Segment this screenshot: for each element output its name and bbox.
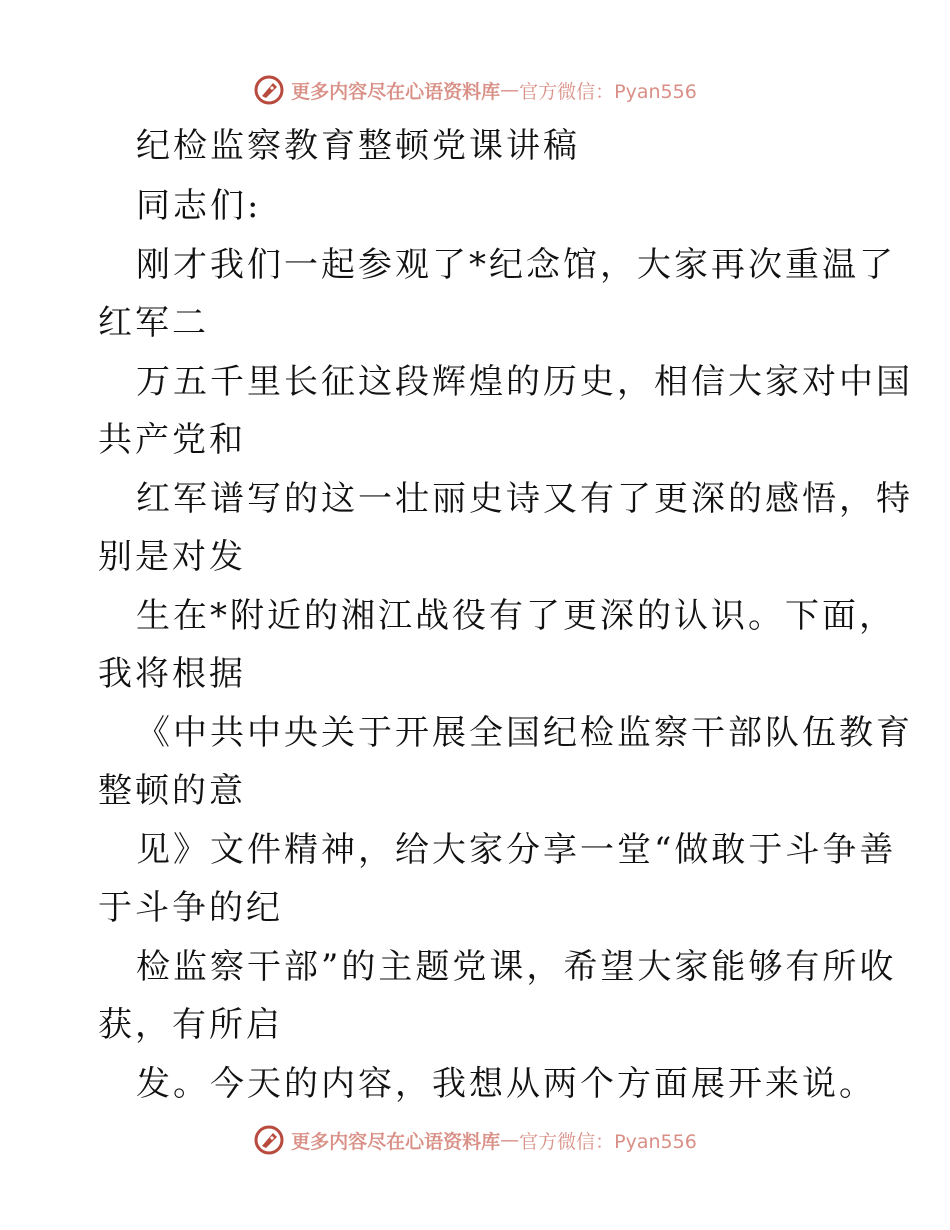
text-line: 见》文件精神，给大家分享一堂“做敢于斗争善 xyxy=(136,830,897,870)
text-line: 整顿的意 xyxy=(98,771,246,811)
banner-dash: — xyxy=(500,79,520,101)
text-line: 共产党和 xyxy=(98,420,246,460)
banner-account-text: 官方微信：Pyan556 xyxy=(519,1130,697,1153)
banner-account-text: 官方微信：Pyan556 xyxy=(519,80,697,103)
text-line: 《中共中央关于开展全国纪检监察干部队伍教育 xyxy=(136,713,913,753)
text-line: 刚才我们一起参观了*纪念馆，大家再次重温了 xyxy=(136,245,896,285)
text-line: 红军谱写的这一壮丽史诗又有了更深的感悟，特 xyxy=(136,479,913,519)
text-line: 检监察干部”的主题党课，希望大家能够有所收 xyxy=(136,947,897,987)
text-line: 别是对发 xyxy=(98,537,246,577)
pen-nib-logo-icon xyxy=(253,74,285,106)
banner-main-text: 更多内容尽在心语资料库 xyxy=(291,1130,501,1153)
salutation: 同志们: xyxy=(136,186,262,226)
text-line: 发。今天的内容，我想从两个方面展开来说。 xyxy=(136,1064,876,1104)
banner-dash: — xyxy=(500,1129,520,1151)
text-line: 我将根据 xyxy=(98,654,246,694)
text-line: 红军二 xyxy=(98,303,209,343)
footer-banner xyxy=(0,1120,950,1160)
text-line: 于斗争的纪 xyxy=(98,888,283,928)
text-line: 生在*附近的湘江战役有了更深的认识。下面， xyxy=(136,596,896,636)
header-banner xyxy=(0,70,950,110)
text-line: 万五千里长征这段辉煌的历史，相信大家对中国 xyxy=(136,362,913,402)
text-line: 获，有所启 xyxy=(98,1005,283,1045)
document-title: 纪检监察教育整顿党课讲稿 xyxy=(136,126,580,166)
banner-main-text: 更多内容尽在心语资料库 xyxy=(291,80,501,103)
pen-nib-logo-icon xyxy=(253,1124,285,1156)
